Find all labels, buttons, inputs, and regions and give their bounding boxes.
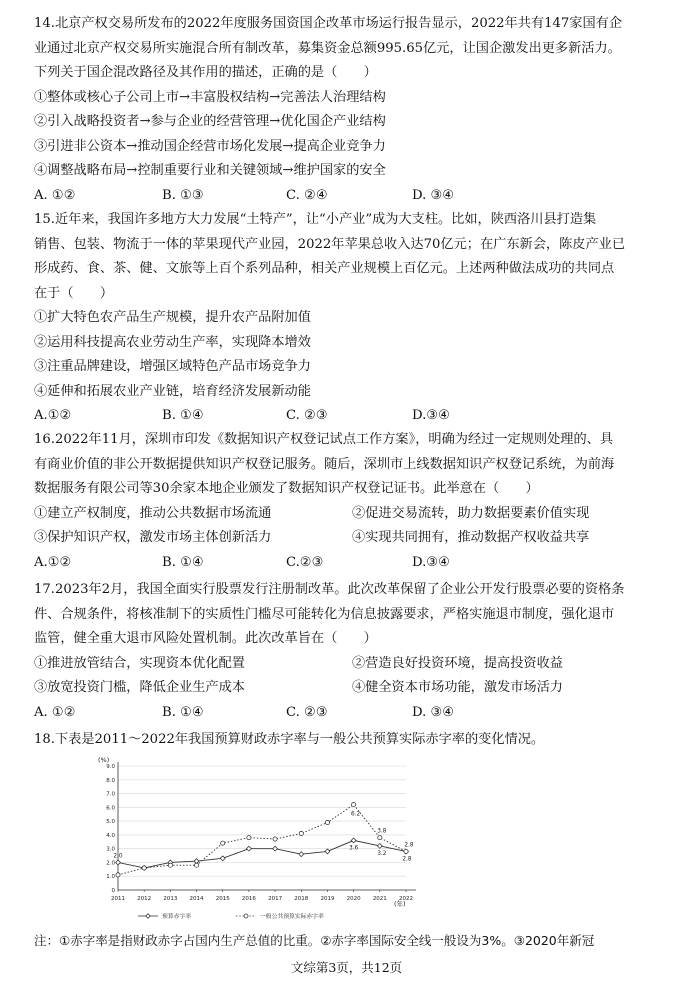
data-point bbox=[194, 859, 199, 864]
chart-x-tick-labels bbox=[111, 896, 413, 902]
data-point bbox=[378, 836, 382, 840]
q15-stem-line: 形成药、食、茶、健、文旅等上百个系列品种，相关产业规模上百亿元。上述两种做法成功的共同点 bbox=[34, 261, 615, 276]
q15-stem-line: 15.近年来，我国许多地方大力发展“土特产”，让“小产业”成为大支柱。比如，陕西洛川县打造集 bbox=[34, 212, 597, 227]
q17-options bbox=[34, 701, 674, 726]
q14-stem-line: 下列关于国企混改路径及其作用的描述，正确的是（ ） bbox=[34, 65, 377, 80]
data-label: 3.2 bbox=[377, 850, 387, 857]
legend-label: 一般公共预算实际赤字率 bbox=[260, 914, 324, 920]
chart-axes bbox=[118, 762, 416, 892]
data-point bbox=[299, 852, 304, 857]
data-point bbox=[352, 802, 356, 806]
q16-item: ②促进交易流转，助力数据要素价值实现 bbox=[352, 505, 590, 521]
q14-option-b[interactable]: B. ①③ bbox=[162, 187, 204, 203]
data-point bbox=[273, 837, 277, 841]
x-tick-label: 2019 bbox=[320, 896, 335, 902]
q15-item: ①扩大特色农产品生产规模，提升农产品附加值 bbox=[34, 310, 311, 325]
q14-option-a[interactable]: A. ①② bbox=[34, 187, 76, 203]
q15-stem-line: 销售、包装、物流于一体的苹果现代产业园，2022年苹果总收入达70亿元；在广东新会，陈皮产业已 bbox=[34, 236, 626, 252]
x-tick-label: 2021 bbox=[372, 896, 387, 902]
q15-item: ②运用科技提高农业劳动生产率，实现降本增效 bbox=[34, 334, 311, 350]
x-tick-label: 2014 bbox=[189, 896, 204, 902]
y-tick-label: 4.0 bbox=[106, 832, 115, 839]
question-15 bbox=[34, 208, 674, 429]
x-tick-label: 2011 bbox=[111, 896, 125, 902]
q16-options bbox=[34, 551, 674, 576]
x-tick-label: 2022 bbox=[399, 896, 413, 902]
question-14 bbox=[34, 12, 674, 208]
y-tick-label: 8.0 bbox=[106, 777, 115, 784]
q17-option-c[interactable]: C. ②③ bbox=[286, 704, 328, 720]
q17-option-a[interactable]: A. ①② bbox=[34, 704, 76, 720]
q14-item: ④调整战略布局→控制重要行业和关键领域→维护国家的安全 bbox=[34, 163, 386, 178]
q17-stem-line: 17.2023年2月，我国全面实行股票发行注册制改革。此次改革保留了企业公开发行股票必要的资格条 bbox=[34, 582, 625, 597]
y-tick-label: 0 bbox=[111, 888, 115, 894]
q17-option-d[interactable]: D. ③④ bbox=[412, 704, 455, 720]
question-16 bbox=[34, 428, 674, 575]
data-point bbox=[404, 849, 408, 853]
y-unit-label: (%) bbox=[98, 756, 110, 764]
q16-items-row bbox=[34, 502, 674, 527]
data-point bbox=[247, 846, 252, 851]
q14-option-d[interactable]: D. ③④ bbox=[412, 187, 455, 203]
y-tick-label: 2.0 bbox=[106, 860, 115, 867]
legend-label: 预算赤字率 bbox=[162, 914, 191, 920]
x-tick-label: 2016 bbox=[241, 896, 256, 902]
data-point bbox=[221, 841, 225, 845]
data-point bbox=[116, 860, 121, 865]
q14-item: ①整体或核心子公司上市→丰富股权结构→完善法人治理结构 bbox=[34, 89, 386, 105]
x-tick-label: 2015 bbox=[215, 896, 230, 902]
q17-item: ④健全资本市场功能，激发市场活力 bbox=[352, 680, 563, 695]
question-18 bbox=[34, 728, 674, 753]
data-point bbox=[325, 820, 329, 824]
q15-option-a[interactable]: A.①② bbox=[34, 408, 72, 423]
q16-option-c[interactable]: C.②③ bbox=[286, 554, 324, 570]
data-label: 3.6 bbox=[349, 845, 359, 852]
q15-option-c[interactable]: C. ②③ bbox=[286, 408, 328, 423]
y-tick-label: 9.0 bbox=[106, 764, 115, 770]
q17-items-row bbox=[34, 676, 674, 701]
deficit-rate-chart bbox=[88, 752, 448, 924]
q16-option-a[interactable]: A.①② bbox=[34, 554, 72, 570]
chart-legend bbox=[138, 912, 324, 920]
y-tick-label: 6.0 bbox=[106, 805, 115, 812]
chart-data-labels bbox=[113, 812, 414, 863]
chart-y-tick-labels bbox=[106, 764, 115, 894]
q15-item: ④延伸和拓展农业产业链，培育经济发展新动能 bbox=[34, 383, 311, 399]
page-footer: 文综第3页，共12页 bbox=[290, 960, 403, 975]
q17-item: ②营造良好投资环境，提高投资收益 bbox=[352, 655, 563, 671]
y-tick-label: 3.0 bbox=[106, 846, 115, 853]
chart-series bbox=[116, 802, 409, 876]
legend-marker bbox=[244, 914, 248, 918]
q17-stem-line: 件、合规条件，将核准制下的实质性门槛尽可能转化为信息披露要求，严格实施退市制度，强化退市 bbox=[34, 606, 615, 622]
q16-items-row bbox=[34, 526, 674, 551]
data-point bbox=[194, 863, 198, 867]
x-tick-label: 2013 bbox=[163, 896, 178, 902]
q14-options bbox=[34, 184, 674, 209]
x-tick-label: 2020 bbox=[346, 896, 361, 902]
data-label: 6.2 bbox=[351, 811, 361, 818]
chart-note: 注：①赤字率是指财政赤字占国内生产总值的比重。②赤字率国际安全线一般设为3%。③2020年新冠 bbox=[34, 933, 595, 948]
data-label: 2.8 bbox=[404, 842, 414, 849]
y-tick-label: 7.0 bbox=[106, 791, 115, 798]
q16-stem-line: 16.2022年11月，深圳市印发《数据知识产权登记试点工作方案》，明确为经过一定规则处理的、具 bbox=[34, 432, 614, 447]
q16-item: ④实现共同拥有，推动数据产权收益共享 bbox=[352, 530, 590, 545]
q14-stem-line: 业通过北京产权交易所实施混合所有制改革，募集资金总额995.65亿元，让国企激发出更多新活力。 bbox=[34, 40, 621, 56]
q16-item: ③保护知识产权，激发市场主体创新活力 bbox=[34, 530, 272, 545]
q15-options bbox=[34, 404, 674, 429]
data-point bbox=[142, 866, 146, 870]
q17-item: ③放宽投资门槛，降低企业生产成本 bbox=[34, 680, 245, 695]
data-label: 3.8 bbox=[377, 828, 387, 835]
q14-item: ②引入战略投资者→参与企业的经营管理→优化国企产业结构 bbox=[34, 114, 386, 129]
data-point bbox=[299, 831, 303, 835]
q16-stem-line: 有商业价值的非公开数据提供知识产权登记服务。随后，深圳市上线数据知识产权登记系统，为前海 bbox=[34, 456, 615, 472]
q16-option-d[interactable]: D.③④ bbox=[412, 554, 450, 570]
q17-item: ①推进放管结合，实现资本优化配置 bbox=[34, 655, 245, 671]
data-point bbox=[377, 844, 382, 849]
q17-items-row bbox=[34, 652, 674, 677]
data-point bbox=[247, 836, 251, 840]
q16-item: ①建立产权制度，推动公共数据市场流通 bbox=[34, 505, 272, 521]
data-point bbox=[351, 838, 356, 843]
chart-grid bbox=[118, 766, 406, 890]
q17-option-b[interactable]: B. ①④ bbox=[162, 704, 204, 720]
q14-stem-line: 14.北京产权交易所发布的2022年度服务国资国企改革市场运行报告显示，2022年共有147家国有企 bbox=[34, 16, 623, 31]
q16-option-b[interactable]: B. ①④ bbox=[162, 554, 204, 570]
q15-stem-line: 在于（ ） bbox=[34, 285, 114, 301]
q17-stem-line: 监管，健全重大退市风险处置机制。此次改革旨在（ ） bbox=[34, 631, 377, 646]
data-point bbox=[116, 873, 120, 877]
x-unit-label: (年) bbox=[394, 900, 406, 908]
y-tick-label: 1.0 bbox=[106, 874, 115, 881]
q16-stem-line: 数据服务有限公司等30余家本地企业颁发了数据知识产权登记证书。此举意在（ ） bbox=[34, 481, 539, 496]
q18-stem: 18.下表是2011～2022年我国预算财政赤字率与一般公共预算实际赤字率的变化情况。 bbox=[34, 732, 545, 747]
q14-item: ③引进非公资本→推动国企经营市场化发展→提高企业竞争力 bbox=[34, 138, 386, 154]
data-label: 2.8 bbox=[402, 856, 412, 863]
y-tick-label: 5.0 bbox=[106, 819, 115, 826]
data-point bbox=[273, 846, 278, 851]
x-tick-label: 2018 bbox=[294, 896, 309, 902]
q14-option-c[interactable]: C. ②④ bbox=[286, 187, 328, 203]
q15-option-b[interactable]: B. ①④ bbox=[162, 408, 204, 423]
x-tick-label: 2012 bbox=[137, 896, 152, 902]
data-point bbox=[220, 856, 225, 861]
data-label: 2.0 bbox=[113, 853, 123, 860]
data-point bbox=[325, 849, 330, 854]
legend-marker bbox=[146, 914, 150, 918]
x-tick-label: 2017 bbox=[268, 896, 283, 902]
data-point bbox=[168, 863, 172, 867]
question-17 bbox=[34, 578, 674, 725]
series-line bbox=[118, 840, 406, 868]
q15-item: ③注重品牌建设，增强区域特色产品市场竞争力 bbox=[34, 359, 311, 374]
q15-option-d[interactable]: D.③④ bbox=[412, 408, 450, 423]
